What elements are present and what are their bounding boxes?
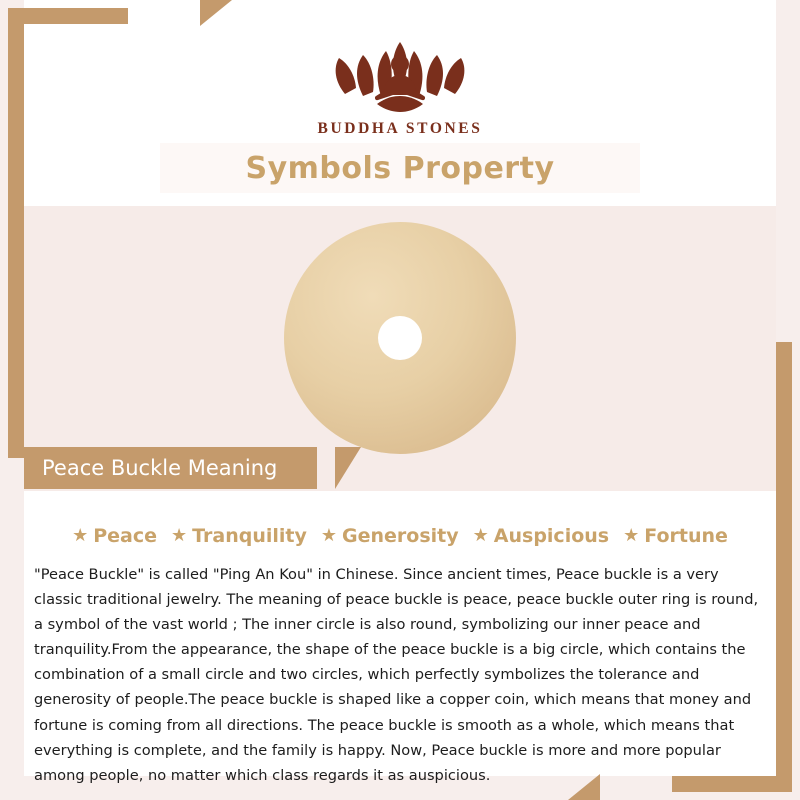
brand-logo	[0, 22, 800, 138]
star-icon: ★	[320, 525, 338, 546]
keyword-item	[171, 525, 307, 547]
keyword-list	[24, 525, 776, 547]
section-label	[24, 447, 317, 489]
keyword-item	[72, 525, 157, 547]
lotus-meditation-figure-icon	[0, 22, 800, 114]
star-icon: ★	[171, 525, 188, 546]
keyword-item	[321, 525, 459, 547]
star-icon: ★	[72, 525, 89, 546]
page-title	[160, 143, 640, 193]
frame-right-bar	[776, 342, 792, 792]
peace-buckle-disc-icon	[284, 222, 516, 454]
keyword-label: Tranquility	[192, 525, 307, 547]
section-label-text: Peace Buckle Meaning	[42, 456, 278, 480]
brand-name: BUDDHA STONES	[317, 120, 483, 137]
keyword-label: Auspicious	[493, 525, 610, 547]
page-title-text: Symbols Property	[245, 150, 555, 186]
body-paragraph: "Peace Buckle" is called "Ping An Kou" in Chinese. Since ancient times, Peace buckle is a very classic traditional jewelry. The meaning of peace buckle is peace, peace buckle outer ring is round, a symbol of the vast world ; The inner circle is also round, symbolizing our inner peace and tranquility.From the appearance, the shape of the peace buckle is a big circle, which contains the combination of a small circle and two circles, which perfectly symbolizes the tolerance and generosity of people.The peace buckle is shaped like a copper coin, which means that money and fortune is coming from all directions. The peace buckle is smooth as a whole, which means that everything is complete, and the family is happy. Now, Peace buckle is more and more popular among people, no matter which class regards it as auspicious.	[34, 566, 759, 784]
keyword-label: Generosity	[342, 525, 459, 547]
star-icon: ★	[472, 525, 489, 546]
keyword-item	[623, 525, 728, 547]
keyword-label: Fortune	[644, 525, 728, 547]
star-icon: ★	[623, 525, 640, 546]
keyword-label: Peace	[93, 525, 158, 547]
keyword-item	[473, 525, 609, 547]
section-label-tail	[335, 447, 361, 489]
